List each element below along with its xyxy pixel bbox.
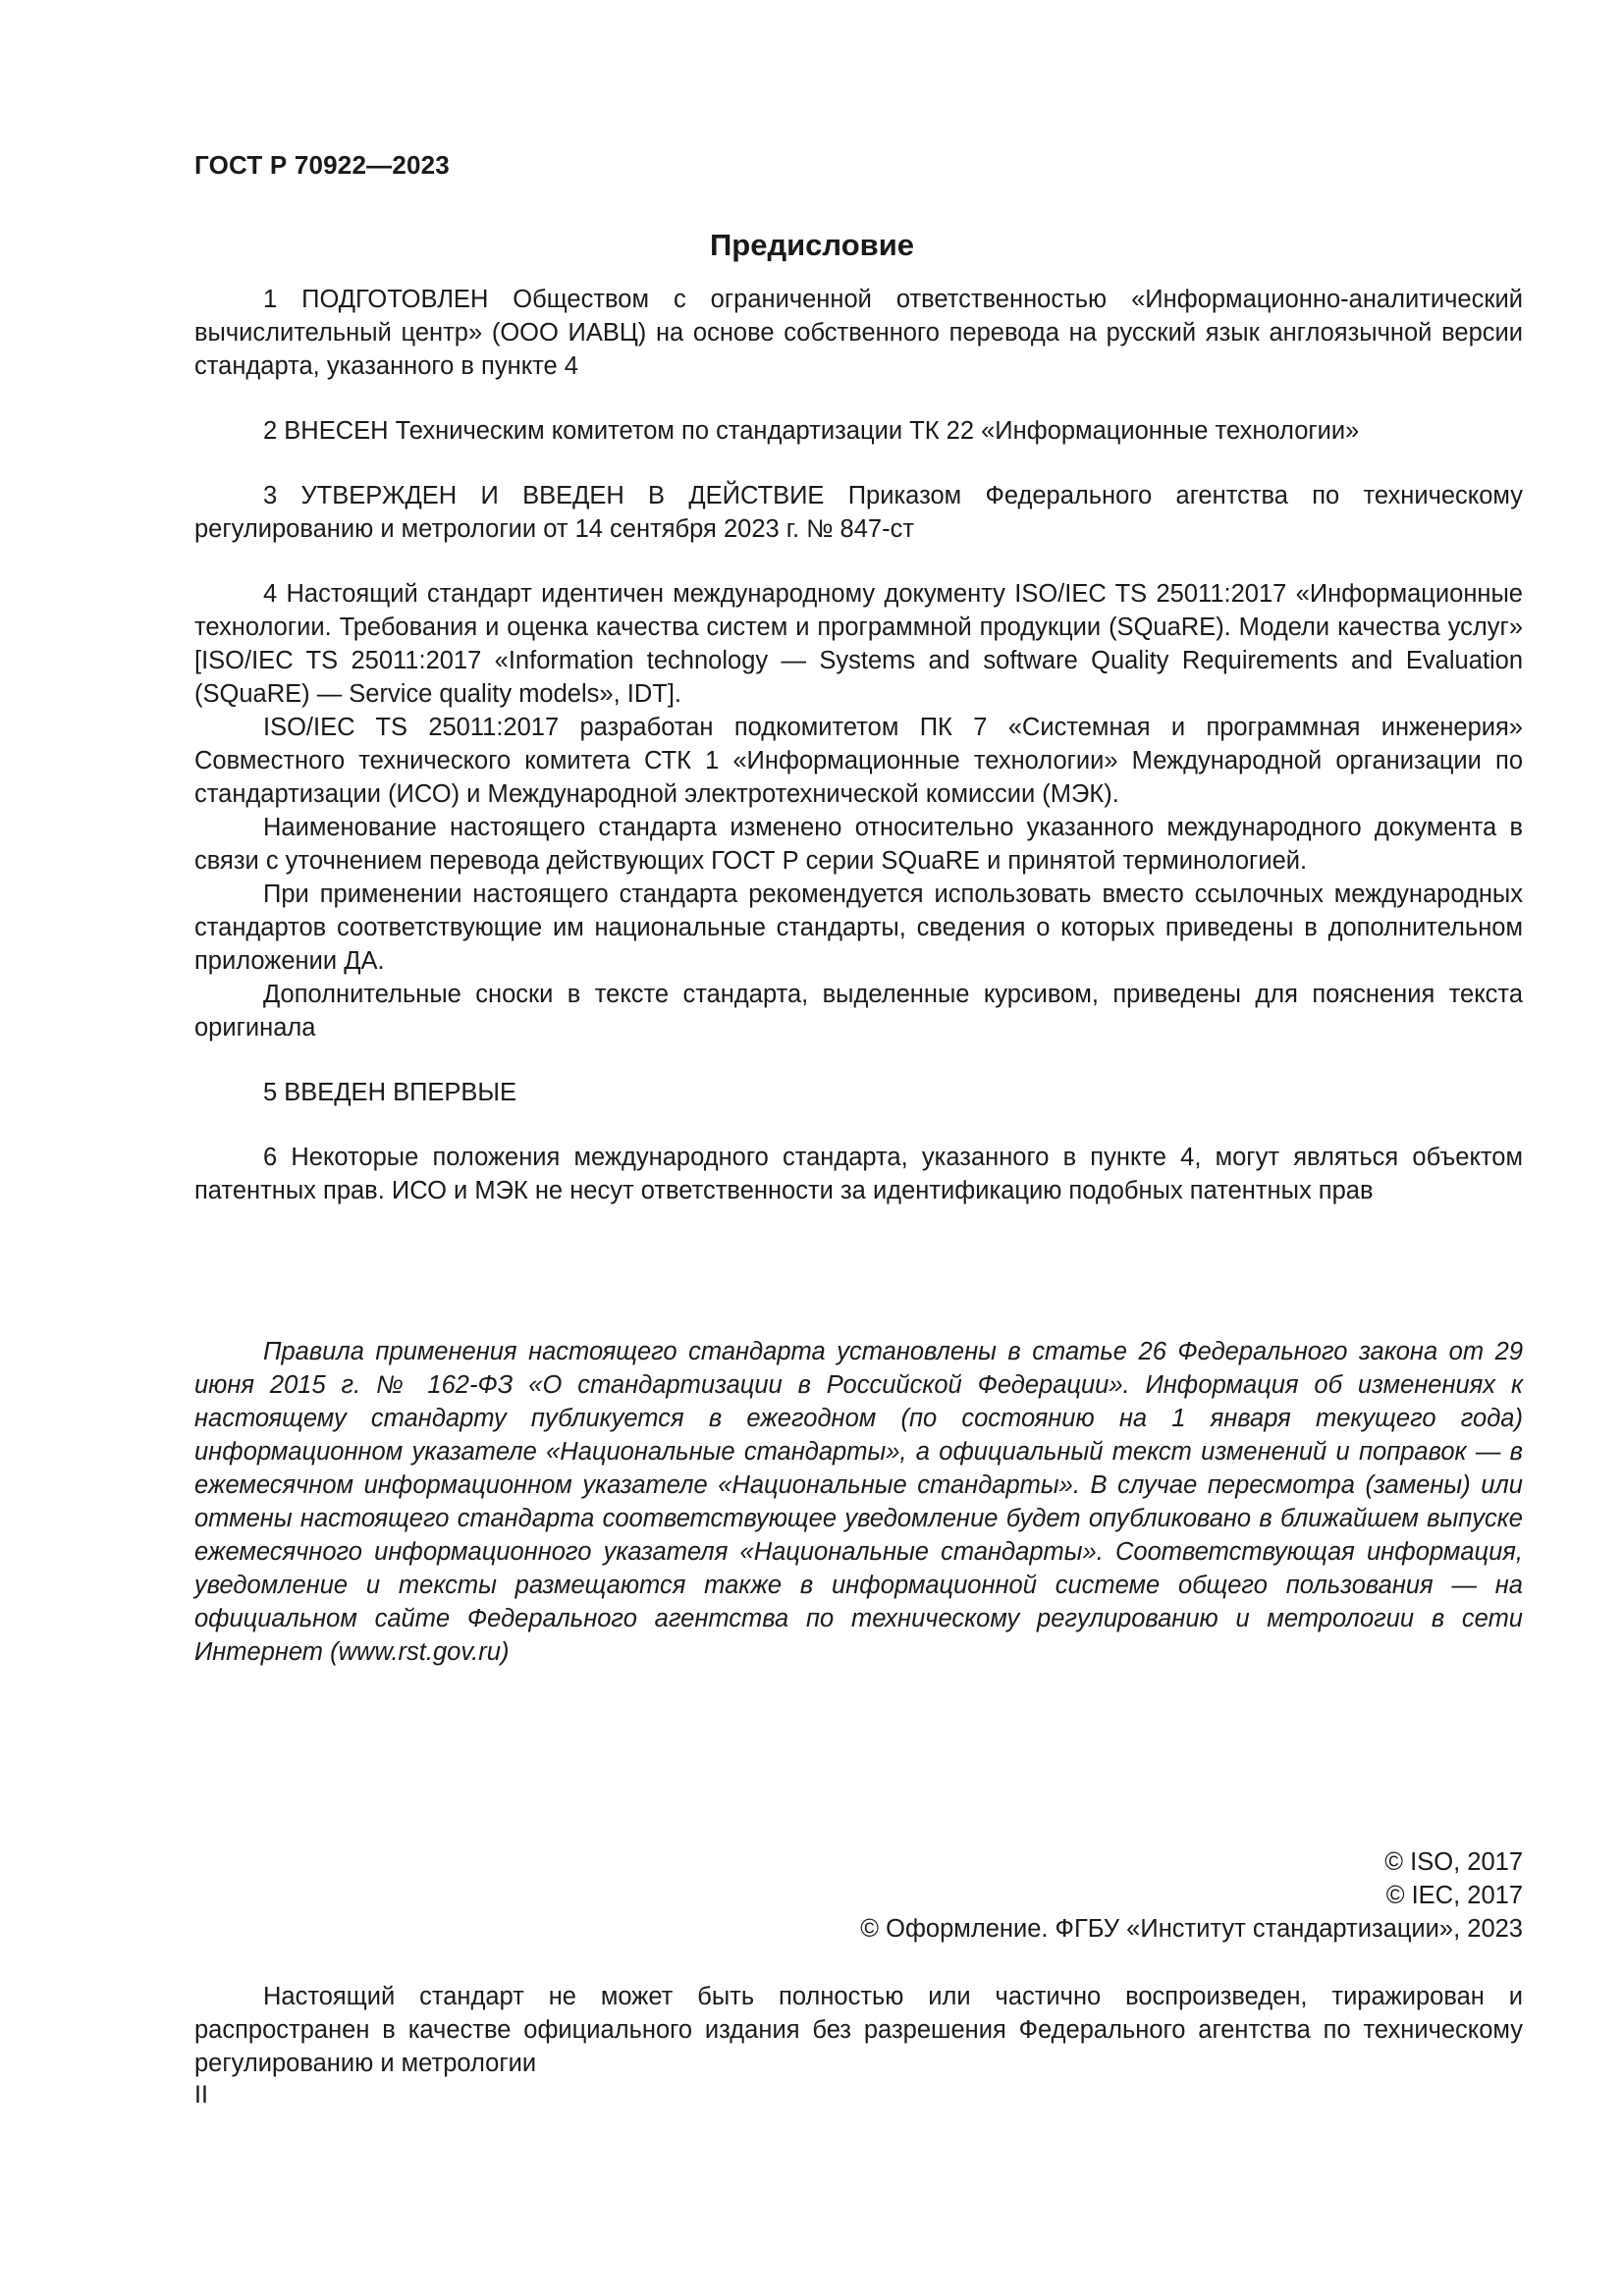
copyright-design: © Оформление. ФГБУ «Институт стандартизации», 2023 [860,1915,1523,1943]
page-number: II [194,2081,208,2109]
foreword-item-6: 6 Некоторые положения международного стандарта, указанного в пункте 4, могут являться объектом патентных прав. ИСО и МЭК не несут ответственности за идентификацию подобных патентных прав [194,1144,1523,1204]
copyright-iso: © ISO, 2017 [1384,1848,1523,1876]
foreword-item-3: 3 УТВЕРЖДЕН И ВВЕДЕН В ДЕЙСТВИЕ Приказом Федерального агентства по техническому регулированию и метрологии от 14 сентября 2023 г. № 847-ст [194,482,1523,543]
document-code: ГОСТ Р 70922—2023 [194,150,450,180]
foreword-item-2: 2 ВНЕСЕН Техническим комитетом по стандартизации ТК 22 «Информационные технологии» [263,417,1360,445]
foreword-item-1: 1 ПОДГОТОВЛЕН Обществом с ограниченной ответственностью «Информационно-аналитический вычислительный центр» (ООО ИАВЦ) на основе собственного перевода на русский язык англоязычной версии стандарта, указанного в пункте 4 [194,286,1523,380]
foreword-item-4-paragraph-2: ISO/IEC TS 25011:2017 разработан подкомитетом ПК 7 «Системная и программная инженерия» Совместного технического комитета СТК 1 «Информационные технологии» Международной организации по стандартизации (ИСО) и Международной электротехнической комиссии (МЭК). [194,714,1523,808]
foreword-item-4-paragraph-3: Наименование настоящего стандарта изменено относительно указанного международного документа в связи с уточнением перевода действующих ГОСТ Р серии SQuaRE и принятой терминологией. [194,814,1523,875]
foreword-item-4-paragraph-4: При применении настоящего стандарта рекомендуется использовать вместо ссылочных международных стандартов соответствующие им национальные стандарты, сведения о которых приведены в дополнительном приложении ДА. [194,881,1523,975]
application-rules-notice: Правила применения настоящего стандарта установлены в статье 26 Федерального закона от 29 июня 2015 г. № 162-ФЗ «О стандартизации в Российской Федерации». Информация об изменениях к настоящему стандарту публикуется в ежегодном (по состоянию на 1 января текущего года) информационном указателе «Национальные стандарты», а официальный текст изменений и поправок — в ежемесячном информационном указателе «Национальные стандарты». В случае пересмотра (замены) или отмены настоящего стандарта соответствующее уведомление будет опубликовано в ближайшем выпуске ежемесячного информационного указателя «Национальные стандарты». Соответствующая информация, уведомление и тексты размещаются также в информационной системе общего пользования — на официальном сайте Федерального агентства по техническому регулированию и метрологии в сети Интернет (www.rst.gov.ru) [194,1338,1523,1666]
foreword-item-5: 5 ВВЕДЕН ВПЕРВЫЕ [263,1079,517,1106]
copyright-iec: © IEC, 2017 [1385,1882,1523,1909]
foreword-item-4: 4 Настоящий стандарт идентичен международному документу ISO/IEC TS 25011:2017 «Информационные технологии. Требования и оценка качества систем и программной продукции (SQuaRE). Модели качества услуг» [ISO/IEC TS 25011:2017 «Information technology — Systems and software Quality Requirements and Evaluation (SQuaRE) — Service quality models», IDT]. [194,580,1523,708]
page-title: Предисловие [709,228,914,262]
copyright-block [860,1845,1523,1946]
reproduction-notice: Настоящий стандарт не может быть полностью или частично воспроизведен, тиражирован и распространен в качестве официального издания без разрешения Федерального агентства по техническому регулированию и метрологии [194,1983,1523,2077]
foreword-body [194,283,1523,1207]
foreword-item-4-paragraph-5: Дополнительные сноски в тексте стандарта, выделенные курсивом, приведены для пояснения текста оригинала [194,981,1523,1041]
